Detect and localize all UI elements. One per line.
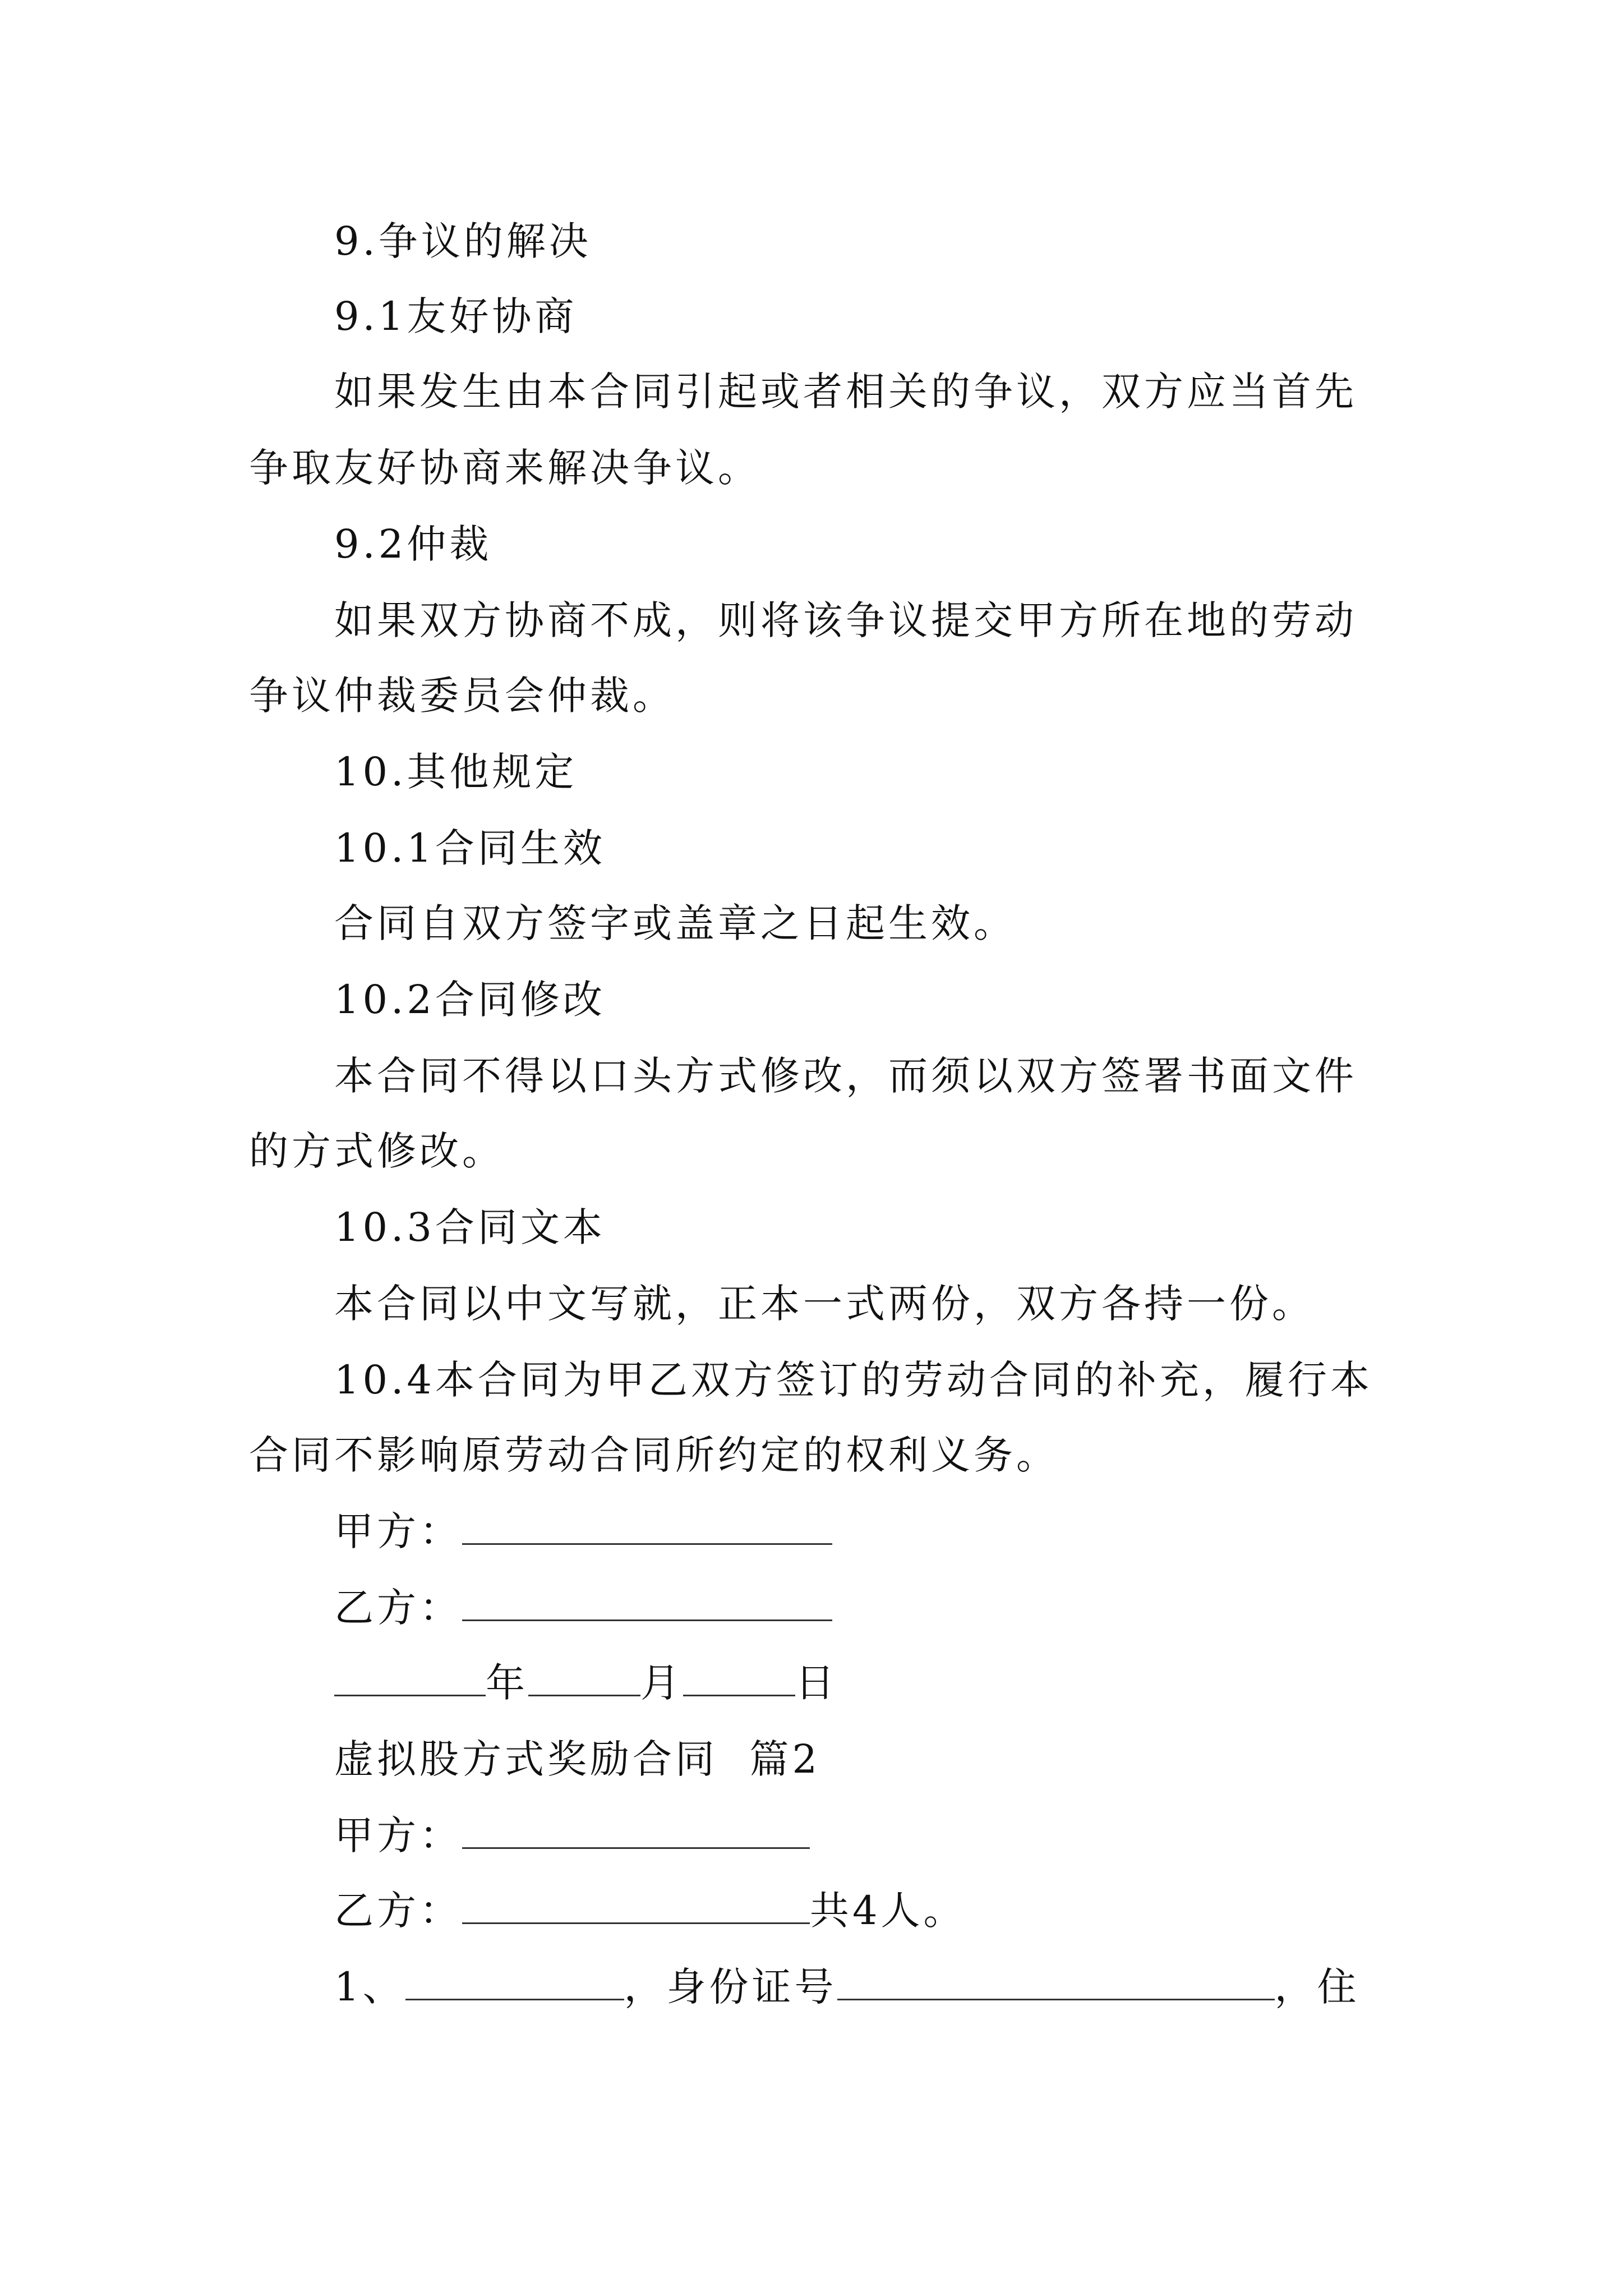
- date-year-blank[interactable]: [334, 1660, 486, 1696]
- article-2-item-1-name-blank[interactable]: [405, 1964, 624, 2000]
- date-year-label: 年: [486, 1660, 528, 1706]
- article-2-party-b-row: [334, 1883, 966, 1939]
- section-9-1-paragraph-line-2: 争取友好协商来解决争议。: [249, 445, 760, 491]
- article-2-item-1-address-label: ，住: [1274, 1964, 1360, 2010]
- section-10-4-paragraph-line-1: 10.4本合同为甲乙双方签订的劳动合同的补充，履行本: [334, 1357, 1373, 1403]
- article-2-item-1-id-blank[interactable]: [837, 1964, 1275, 2000]
- signature-party-a-blank[interactable]: [462, 1508, 832, 1545]
- signature-party-a-row: [334, 1503, 832, 1559]
- article-2-party-b-blank[interactable]: [462, 1888, 810, 1924]
- signature-party-b-label: 乙方：: [334, 1585, 462, 1631]
- signature-party-a-label: 甲方：: [334, 1508, 462, 1554]
- section-10-2-paragraph-line-1: 本合同不得以口头方式修改，而须以双方签署书面文件: [334, 1053, 1357, 1099]
- article-2-party-a-row: [334, 1807, 810, 1864]
- section-10-3-heading: 10.3合同文本: [334, 1204, 606, 1250]
- section-9-2-heading: 9.2仲裁: [334, 521, 492, 567]
- section-10-1-paragraph: 合同自双方签字或盖章之日起生效。: [334, 900, 1016, 946]
- article-2-item-1-id-label: ，身份证号: [624, 1964, 837, 2010]
- article-2-item-1-number: 1、: [334, 1964, 405, 2010]
- section-10-4-paragraph-line-2: 合同不影响原劳动合同所约定的权利义务。: [249, 1432, 1059, 1478]
- article-2-party-a-blank[interactable]: [462, 1812, 810, 1849]
- article-2-title: 虚拟股方式奖励合同 篇2: [334, 1736, 821, 1782]
- article-2-party-a-label: 甲方：: [334, 1812, 462, 1858]
- section-10-1-heading: 10.1合同生效: [334, 825, 606, 871]
- section-9-1-paragraph-line-1: 如果发生由本合同引起或者相关的争议，双方应当首先: [334, 369, 1357, 415]
- section-9-heading: 9.争议的解决: [334, 218, 592, 264]
- date-month-blank[interactable]: [528, 1660, 640, 1696]
- article-2-item-1-row: [334, 1959, 1360, 2015]
- section-9-2-paragraph-line-1: 如果双方协商不成，则将该争议提交甲方所在地的劳动: [334, 597, 1357, 643]
- section-10-heading: 10.其他规定: [334, 749, 578, 795]
- section-10-2-paragraph-line-2: 的方式修改。: [249, 1128, 505, 1174]
- article-2-party-b-count: 共4人。: [810, 1888, 966, 1934]
- section-10-3-paragraph: 本合同以中文写就，正本一式两份，双方各持一份。: [334, 1281, 1315, 1327]
- section-9-1-heading: 9.1友好协商: [334, 293, 578, 339]
- date-month-label: 月: [640, 1660, 683, 1706]
- signature-party-b-row: [334, 1580, 832, 1636]
- section-9-2-paragraph-line-2: 争议仲裁委员会仲裁。: [249, 673, 675, 719]
- section-10-2-heading: 10.2合同修改: [334, 977, 606, 1023]
- signature-date-row: [334, 1655, 838, 1711]
- signature-party-b-blank[interactable]: [462, 1585, 832, 1621]
- date-day-blank[interactable]: [683, 1660, 795, 1696]
- article-2-party-b-label: 乙方：: [334, 1888, 462, 1934]
- date-day-label: 日: [795, 1660, 838, 1706]
